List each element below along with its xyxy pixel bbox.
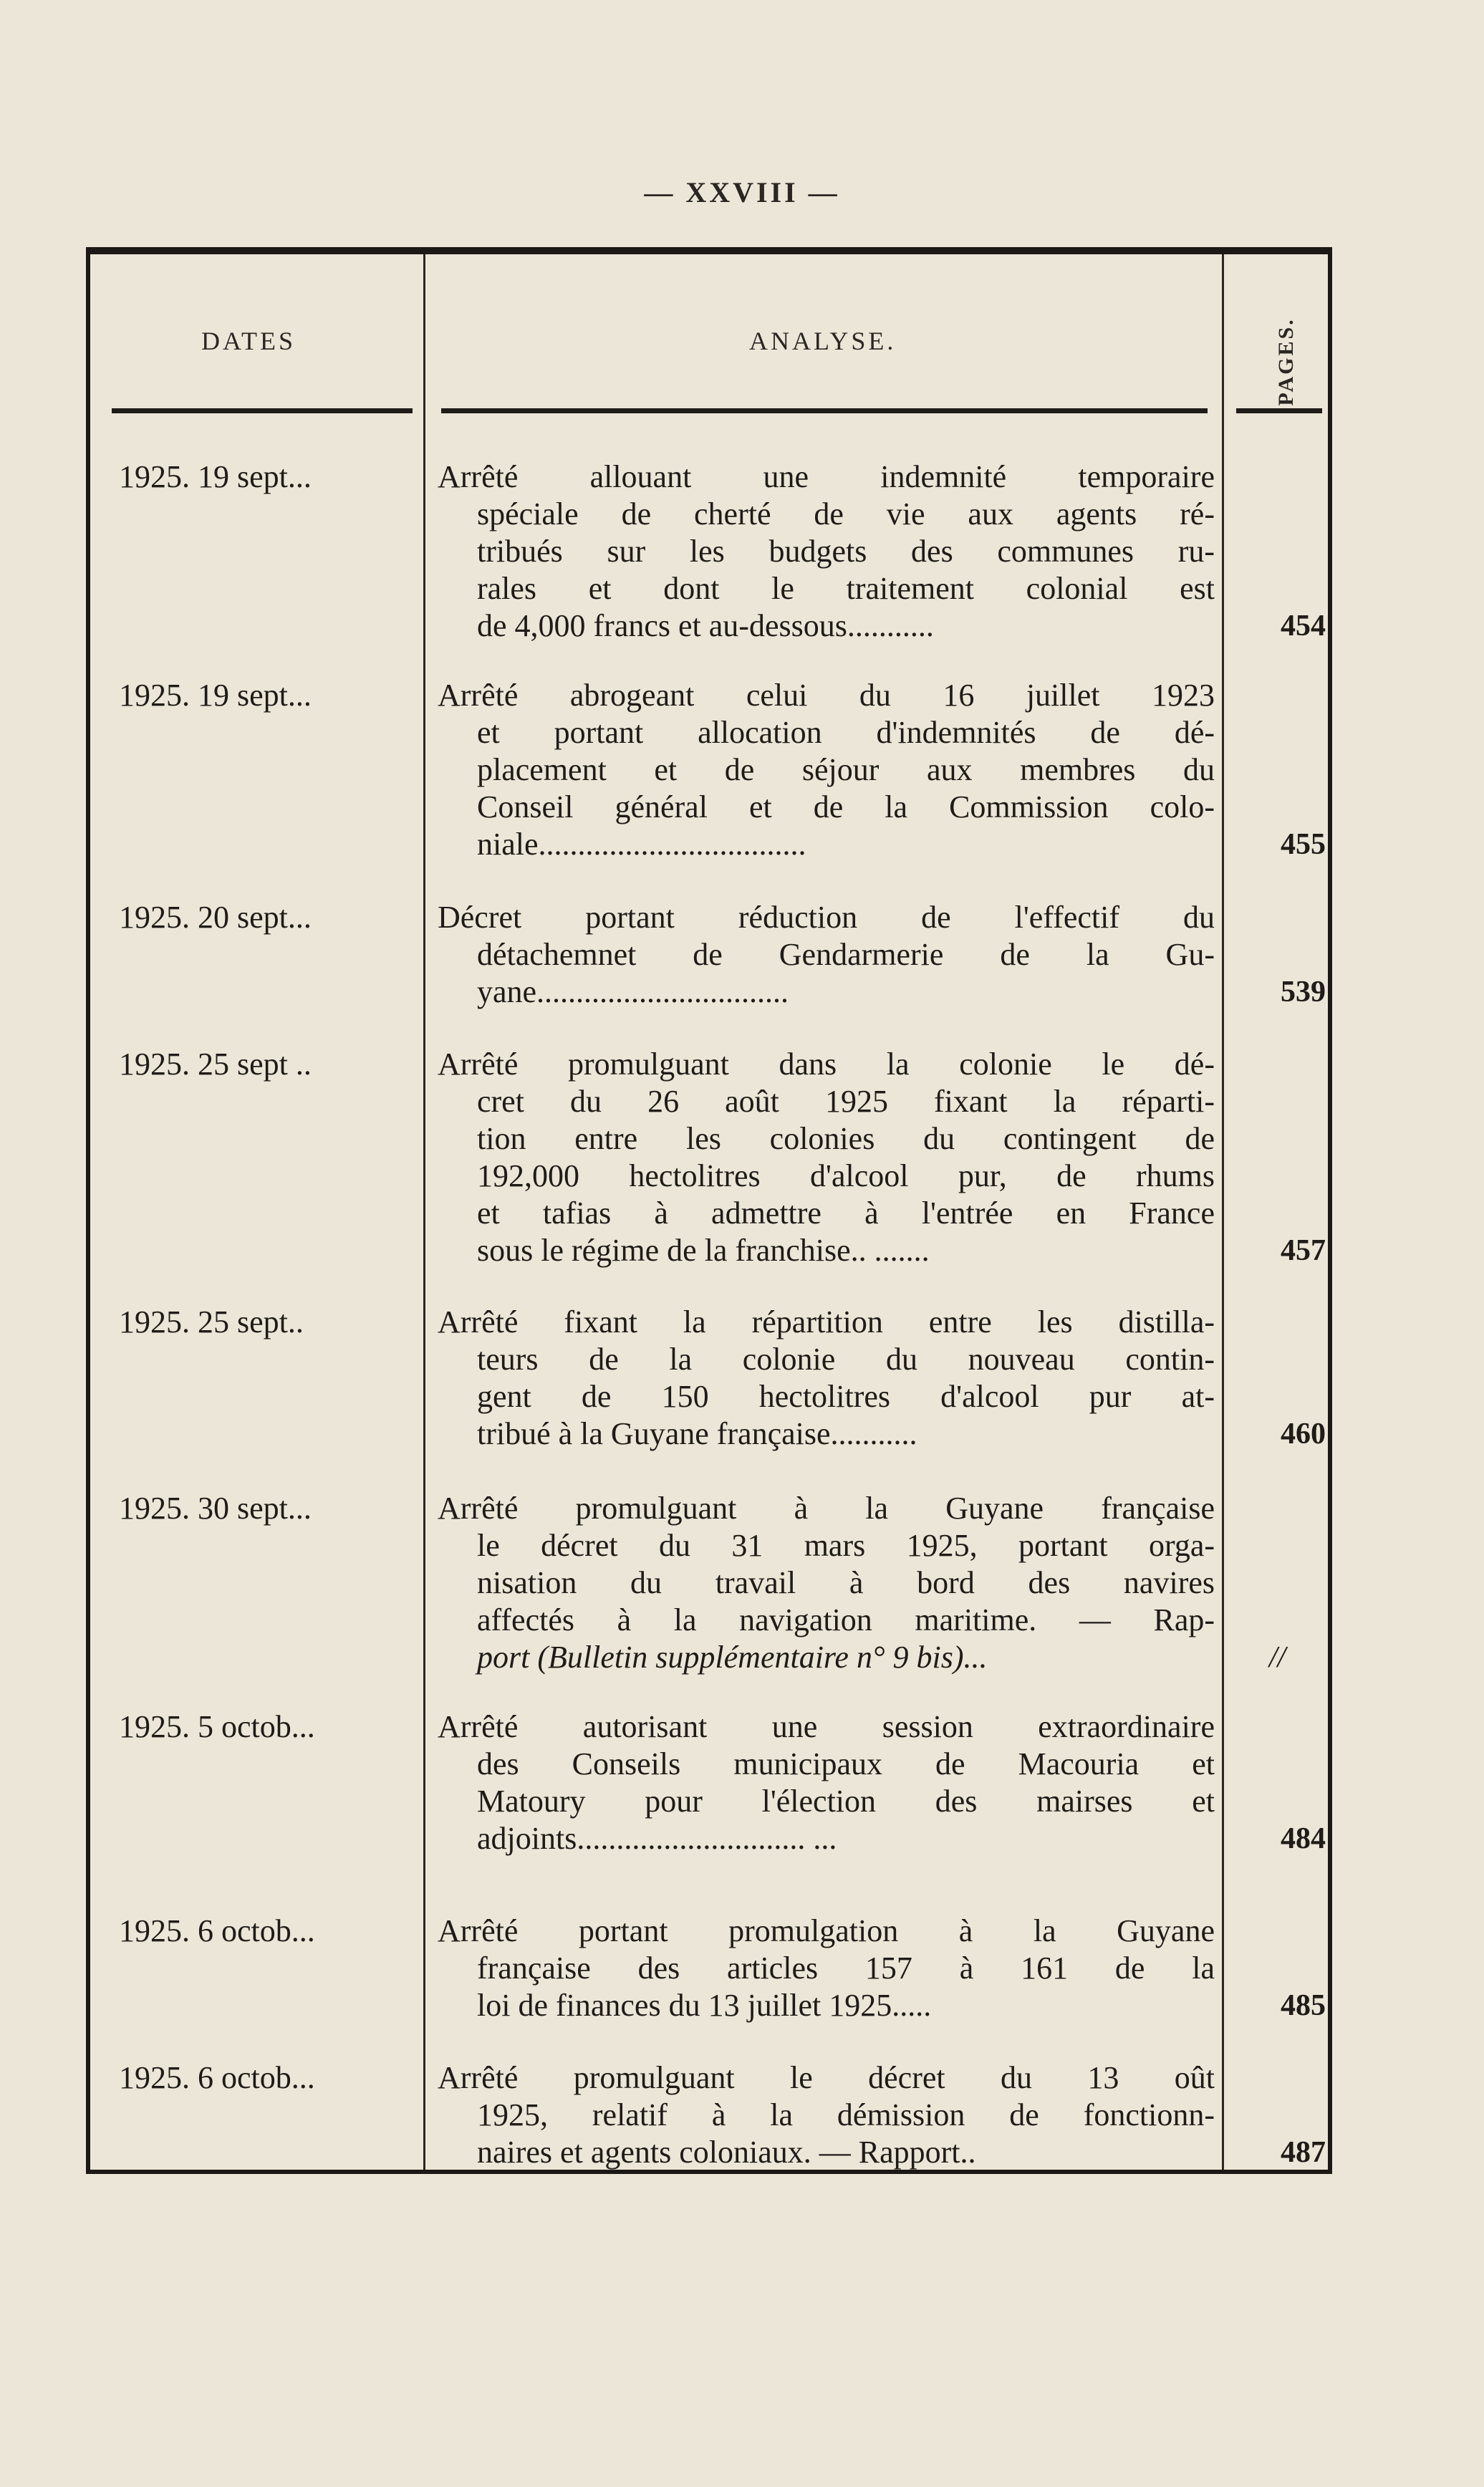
analysis-line: gent de 150 hectolitres d'alcool pur at-	[477, 1379, 1215, 1414]
column-header-pages-label: PAGES.	[1274, 317, 1298, 406]
column-header-analyse: ANALYSE.	[749, 327, 897, 355]
entry-date: 1925. 6 octob...	[119, 1913, 315, 1948]
entry-page-number: 539	[1281, 976, 1326, 1009]
analysis-line: le décret du 31 mars 1925, portant orga-	[477, 1528, 1215, 1563]
analysis-line: Arrêté autorisant une session extraordinaire	[438, 1709, 1215, 1744]
entry-date: 1925. 5 octob...	[119, 1709, 315, 1744]
header-rule-pages	[1236, 408, 1322, 413]
entry-page-number: 457	[1281, 1234, 1326, 1267]
entry-analysis	[438, 1304, 1215, 1453]
analysis-line: adjoints............................. ...	[477, 1821, 837, 1856]
analysis-line: niale..................................	[477, 827, 806, 862]
page-header: — XXVIII —	[644, 176, 840, 208]
entry-analysis	[438, 899, 1215, 1011]
analysis-line: spéciale de cherté de vie aux agents ré-	[477, 496, 1215, 531]
analysis-line: cret du 26 août 1925 fixant la réparti-	[477, 1084, 1215, 1119]
analysis-line: placement et de séjour aux membres du	[477, 752, 1215, 787]
entry-date: 1925. 6 octob...	[119, 2060, 315, 2095]
column-divider-pages	[1222, 254, 1224, 2170]
analysis-line: et portant allocation d'indemnités de dé-	[477, 715, 1215, 750]
analysis-line: teurs de la colonie du nouveau contin-	[477, 1342, 1215, 1377]
entry-page-number: 455	[1281, 828, 1326, 861]
analysis-line: loi de finances du 13 juillet 1925.....	[477, 1988, 932, 2023]
analysis-line: détachemnet de Gendarmerie de la Gu-	[477, 937, 1215, 972]
entry-analysis	[438, 1708, 1215, 1857]
entry-date: 1925. 20 sept...	[119, 900, 312, 935]
analysis-line: tribué à la Guyane française...........	[477, 1416, 917, 1451]
analysis-line: française des articles 157 à 161 de la	[477, 1950, 1215, 1986]
entry-analysis	[438, 2059, 1215, 2171]
header-rule-dates	[112, 408, 413, 413]
analysis-line: rales et dont le traitement colonial est	[477, 571, 1215, 606]
entry-page-number: //	[1268, 1641, 1286, 1674]
analysis-line: Arrêté abrogeant celui du 16 juillet 1923	[438, 678, 1215, 713]
analysis-line: Arrêté allouant une indemnité temporaire	[438, 459, 1215, 494]
entry-date: 1925. 25 sept ..	[119, 1047, 312, 1082]
entry-analysis	[438, 1490, 1215, 1676]
entry-date: 1925. 19 sept...	[119, 678, 312, 713]
analysis-line: 1925, relatif à la démission de fonctionn-	[477, 2097, 1215, 2132]
entry-page-number: 485	[1281, 1989, 1326, 2022]
index-table	[86, 247, 1332, 2174]
analysis-line: 192,000 hectolitres d'alcool pur, de rhums	[477, 1158, 1215, 1193]
analysis-line: et tafias à admettre à l'entrée en France	[477, 1196, 1215, 1231]
entry-analysis	[438, 1913, 1215, 2024]
analysis-line: affectés à la navigation maritime. — Rap-	[477, 1602, 1215, 1637]
entry-page-number: 484	[1281, 1822, 1326, 1855]
entry-date: 1925. 25 sept..	[119, 1304, 304, 1339]
analysis-line: de 4,000 francs et au-dessous...........	[477, 608, 934, 643]
analysis-line: port (Bulletin supplémentaire n° 9 bis)...	[477, 1640, 988, 1675]
header-rule-analyse	[441, 408, 1208, 413]
analysis-line: Arrêté promulguant dans la colonie le dé-	[438, 1047, 1215, 1082]
entry-analysis	[438, 677, 1215, 863]
analysis-line: Décret portant réduction de l'effectif du	[438, 900, 1215, 935]
analysis-line: Arrêté fixant la répartition entre les distilla-	[438, 1304, 1215, 1339]
column-header-pages	[1243, 304, 1329, 419]
entry-page-number: 460	[1281, 1418, 1326, 1451]
entry-date: 1925. 19 sept...	[119, 459, 312, 494]
analysis-line: Conseil général et de la Commission colo-	[477, 789, 1215, 824]
entry-analysis	[438, 458, 1215, 645]
analysis-line: tribués sur les budgets des communes ru-	[477, 534, 1215, 569]
analysis-line: yane................................	[477, 974, 789, 1009]
analysis-line: sous le régime de la franchise.. .......	[477, 1233, 930, 1268]
analysis-line: nisation du travail à bord des navires	[477, 1565, 1215, 1600]
analysis-line: des Conseils municipaux de Macouria et	[477, 1746, 1215, 1781]
analysis-line: Arrêté promulguant à la Guyane française	[438, 1491, 1215, 1526]
entry-analysis	[438, 1046, 1215, 1269]
column-divider-dates	[423, 254, 425, 2170]
entry-date: 1925. 30 sept...	[119, 1491, 312, 1526]
analysis-line: Arrêté portant promulgation à la Guyane	[438, 1913, 1215, 1948]
column-header-dates: DATES	[201, 327, 297, 355]
entry-page-number: 487	[1281, 2136, 1326, 2169]
analysis-line: Matoury pour l'élection des mairses et	[477, 1784, 1215, 1819]
analysis-line: Arrêté promulguant le décret du 13 oût	[438, 2060, 1215, 2095]
analysis-line: naires et agents coloniaux. — Rapport..	[477, 2135, 976, 2170]
analysis-line: tion entre les colonies du contingent de	[477, 1121, 1215, 1156]
entry-page-number: 454	[1281, 610, 1326, 643]
